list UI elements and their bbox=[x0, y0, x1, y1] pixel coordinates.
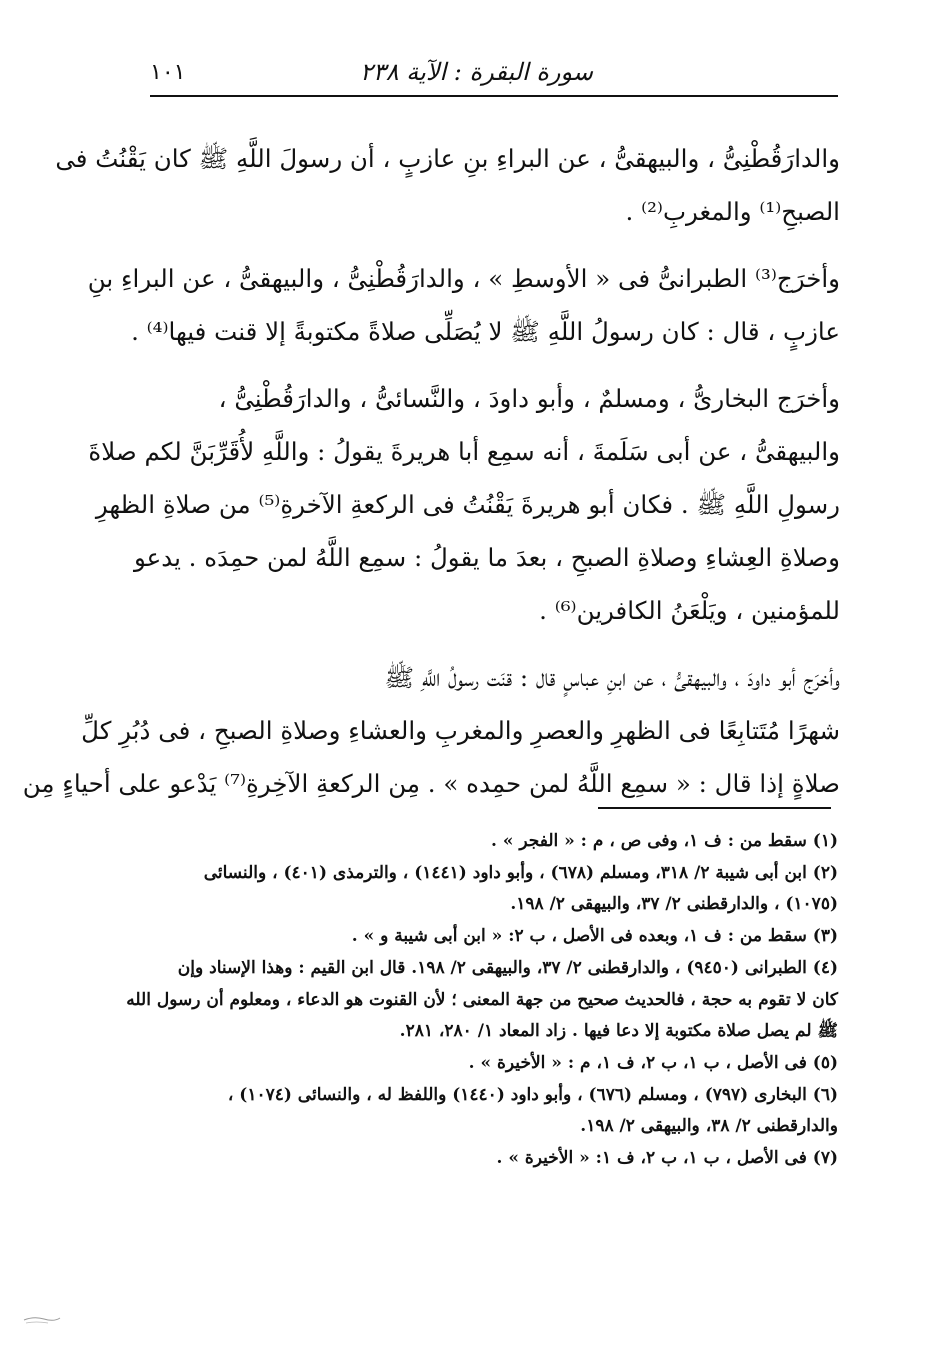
footnote-line: (١٠٧٥) ، والدارقطنى ٢/ ٣٧، والبيهقى ٢/ ١٩٨. bbox=[510, 894, 838, 915]
main-text bbox=[22, 132, 840, 824]
text-line: وأخرَج البخارىُّ ، ومسلمٌ ، وأبو داودَ ، والنَّسائىُّ ، والدارَقُطْنِىُّ ، bbox=[218, 384, 840, 413]
footnote-line: ﷺ لم يصل صلاة مكتوبة إلا دعا فيها . زاد المعاد ١/ ٢٨٠، ٢٨١. bbox=[399, 1021, 838, 1042]
header-divider bbox=[150, 95, 838, 97]
paragraph-2 bbox=[87, 252, 840, 358]
footnote-line: (٥) فى الأصل ، ب ١، ب ٢، ف ١، م : « الأخيرة » . bbox=[468, 1052, 838, 1073]
paragraph-4 bbox=[22, 651, 840, 810]
header-title: سورة البقرة : الآية ٢٣٨ bbox=[359, 58, 593, 86]
page-number: ١٠١ bbox=[150, 60, 186, 85]
text-line: عازبٍ ، قال : كان رسولُ اللَّهِ ﷺ لا يُصَلِّى صلاةً مكتوبةً إلا قنت فيها⁽⁴⁾ . bbox=[131, 317, 840, 346]
text-line: شهرًا مُتَتابِعًا فى الظهرِ والعصرِ والمغربِ والعشاءِ وصلاةِ الصبحِ ، فى دُبُرِ كلِّ bbox=[81, 716, 840, 745]
text-line: للمؤمنين ، ويَلْعَنُ الكافرين⁽⁶⁾ . bbox=[539, 596, 840, 625]
text-line: والدارَقُطْنِىُّ ، والبيهقىُّ ، عن البراءِ بنِ عازبٍ ، أن رسولَ اللَّهِ ﷺ كان يَقْنُتُ فى bbox=[55, 144, 840, 173]
text-line: والبيهقىُّ ، عن أبى سَلَمةَ ، أنه سمِع أبا هريرةَ يقولُ : واللَّهِ لأُقَرِّبَنَّ لكم صلاةَ bbox=[88, 437, 840, 466]
paragraph-1 bbox=[55, 132, 840, 238]
text-line: رسولِ اللَّهِ ﷺ . فكان أبو هريرةَ يَقْنُتُ فى الركعةِ الآخرةِ⁽⁵⁾ من صلاةِ الظهرِ bbox=[95, 490, 840, 519]
footnote-line: (٤) الطبرانى (٩٤٥٠) ، والدارقطنى ٢/ ٣٧، والبيهقى ٢/ ١٩٨. قال ابن القيم : وهذا الإسناد وإن bbox=[177, 957, 838, 978]
text-line: صلاةٍ إذا قال : « سمِع اللَّهُ لمن حمِده » . مِن الركعةِ الآخِرةِ⁽⁷⁾ يَدْعو على أحياءٍ مِن bbox=[22, 769, 840, 798]
footnote-divider bbox=[598, 807, 831, 809]
text-line: وأخرَج أبو داودَ ، والبيهقىُّ ، عن ابنِ عباسٍ قال : قنَت رسولُ اللَّهِ ﷺ bbox=[384, 663, 840, 692]
footnote-line: (٢) ابن أبى شيبة ٢/ ٣١٨، ومسلم (٦٧٨) ، وأبو داود (١٤٤١) ، والترمذى (٤٠١) ، والنسائى bbox=[203, 862, 838, 883]
text-line: الصبحِ⁽¹⁾ والمغربِ⁽²⁾ . bbox=[625, 197, 840, 226]
footnote-line: (٧) فى الأصل ، ب ١، ب ٢، ف ١: « الأخيرة » . bbox=[496, 1148, 838, 1169]
paragraph-3 bbox=[88, 372, 840, 637]
footnote-line: كان لا تقوم به حجة ، فالحديث صحيح من جهة المعنى ؛ لأن القنوت هو الدعاء ، ومعلوم أن رسول الله bbox=[126, 989, 838, 1010]
footnote-line: والدارقطنى ٢/ ٣٨، والبيهقى ٢/ ١٩٨. bbox=[580, 1116, 838, 1137]
footnotes bbox=[126, 826, 838, 1175]
text-line: وأخرَج⁽³⁾ الطبرانىُّ فى « الأوسطِ » ، والدارَقُطْنِىُّ ، والبيهقىُّ ، عن البراءِ بنِ bbox=[87, 264, 840, 293]
running-header bbox=[150, 52, 838, 96]
scan-smudge-mark bbox=[22, 1308, 62, 1328]
footnote-line: (١) سقط من : ف ١، وفى ص ، م : « الفجر » . bbox=[490, 831, 838, 851]
text-line: وصلاةِ العِشاءِ وصلاةِ الصبحِ ، بعدَ ما يقولُ : سمِع اللَّهُ لمن حمِدَه . يدعو bbox=[133, 543, 840, 572]
footnote-line: (٣) سقط من : ف ١، وبعده فى الأصل ، ب ٢: « ابن أبى شيبة و » . bbox=[351, 926, 838, 947]
footnote-line: (٦) البخارى (٧٩٧) ، ومسلم (٦٧٦) ، وأبو داود (١٤٤٠) واللفظ له ، والنسائى (١٠٧٤) ، bbox=[227, 1084, 838, 1105]
